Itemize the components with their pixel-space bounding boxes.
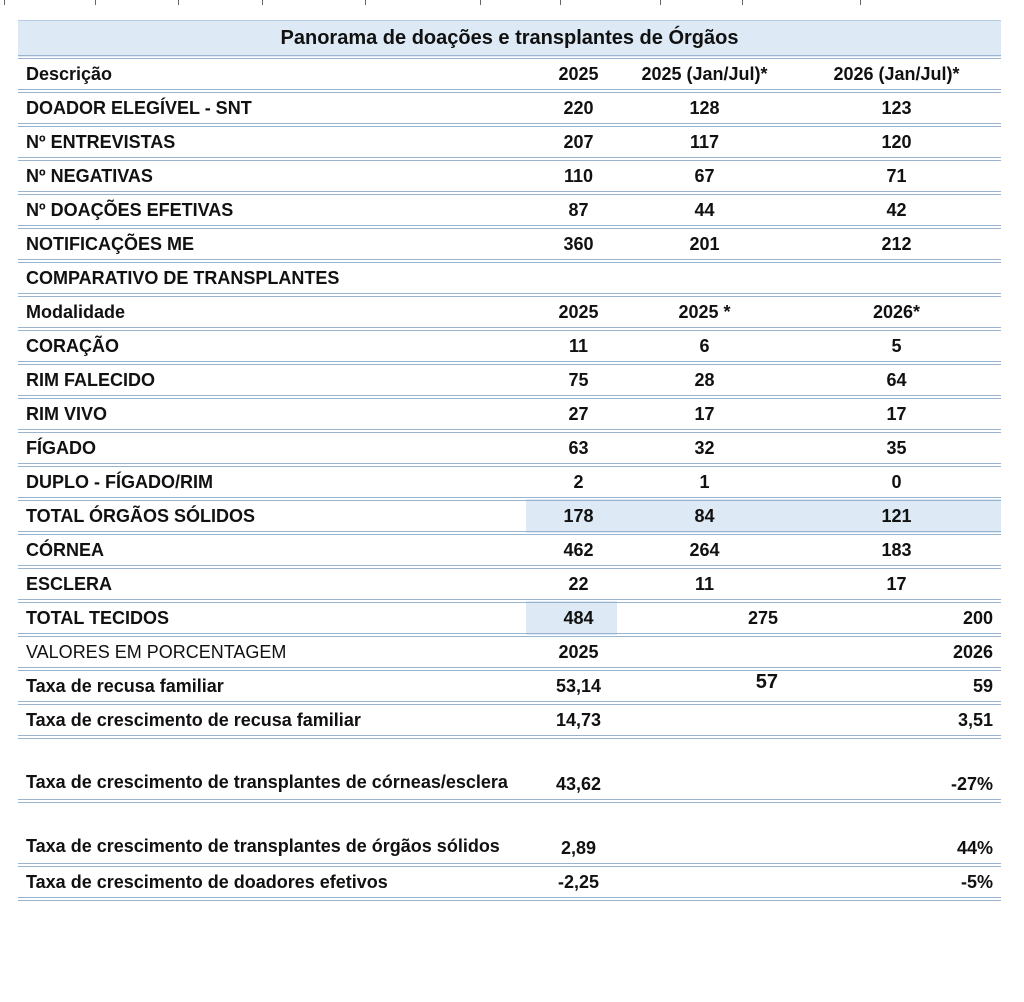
header-row-2 <box>18 295 1001 329</box>
cell: 183 <box>792 533 1001 567</box>
table-row <box>18 465 1001 499</box>
table-row <box>18 431 1001 465</box>
row-label: CORAÇÃO <box>18 329 526 363</box>
cell: 84 <box>617 499 792 533</box>
row-label: Taxa de crescimento de recusa familiar <box>18 703 526 737</box>
row-label: RIM FALECIDO <box>18 363 526 397</box>
header-cell: 2026 (Jan/Jul)* <box>792 57 1001 91</box>
row-label: Taxa de crescimento de transplantes de córneas/esclera <box>18 737 526 801</box>
row-label: Nº NEGATIVAS <box>18 159 526 193</box>
table-row <box>18 737 1001 801</box>
cell: 3,51 <box>792 703 1001 737</box>
pct-header-label: VALORES EM PORCENTAGEM <box>18 635 526 669</box>
cell: 275 <box>617 601 792 635</box>
cell: 6 <box>617 329 792 363</box>
cell: 43,62 <box>526 737 617 801</box>
cell: 2 <box>526 465 617 499</box>
cell <box>617 865 792 899</box>
cell: 11 <box>617 567 792 601</box>
row-label: Taxa de crescimento de doadores efetivos <box>18 865 526 899</box>
header-cell: 2025 <box>526 295 617 329</box>
top-border-ticks <box>0 0 1024 6</box>
header-cell <box>617 635 792 669</box>
section-title: COMPARATIVO DE TRANSPLANTES <box>18 261 1001 295</box>
cell: 17 <box>792 567 1001 601</box>
cell: 200 <box>792 601 1001 635</box>
table-row <box>18 91 1001 125</box>
cell: 28 <box>617 363 792 397</box>
cell: 22 <box>526 567 617 601</box>
cell: 178 <box>526 499 617 533</box>
table-row <box>18 703 1001 737</box>
cell: 128 <box>617 91 792 125</box>
cell: 484 <box>526 601 617 635</box>
cell: 264 <box>617 533 792 567</box>
table-title: Panorama de doações e transplantes de Órgãos <box>18 21 1001 58</box>
cell <box>617 669 792 703</box>
cell: 207 <box>526 125 617 159</box>
table-row <box>18 193 1001 227</box>
cell: 17 <box>617 397 792 431</box>
cell: 64 <box>792 363 1001 397</box>
table-row <box>18 567 1001 601</box>
row-label: Taxa de recusa familiar <box>18 669 526 703</box>
cell: 44 <box>617 193 792 227</box>
cell: 53,14 <box>526 669 617 703</box>
table-row <box>18 801 1001 865</box>
cell: 2,89 <box>526 801 617 865</box>
header-cell: 2025 <box>526 635 617 669</box>
cell: 27 <box>526 397 617 431</box>
row-label: Nº ENTREVISTAS <box>18 125 526 159</box>
row-label: Taxa de crescimento de transplantes de órgãos sólidos <box>18 801 526 865</box>
table-row <box>18 159 1001 193</box>
table-row <box>18 329 1001 363</box>
cell: 63 <box>526 431 617 465</box>
table-row <box>18 669 1001 703</box>
table-title-row <box>18 21 1001 58</box>
total-row <box>18 601 1001 635</box>
cell: 32 <box>617 431 792 465</box>
row-label: CÓRNEA <box>18 533 526 567</box>
table-row <box>18 227 1001 261</box>
table-row <box>18 533 1001 567</box>
row-label: TOTAL ÓRGÃOS SÓLIDOS <box>18 499 526 533</box>
cell <box>617 737 792 801</box>
row-label: TOTAL TECIDOS <box>18 601 526 635</box>
cell: 11 <box>526 329 617 363</box>
row-label: Nº DOAÇÕES EFETIVAS <box>18 193 526 227</box>
cell: 1 <box>617 465 792 499</box>
cell: 59 <box>792 669 1001 703</box>
cell: 121 <box>792 499 1001 533</box>
header-cell: 2026* <box>792 295 1001 329</box>
cell <box>617 801 792 865</box>
cell: 17 <box>792 397 1001 431</box>
cell: 5 <box>792 329 1001 363</box>
cell: 360 <box>526 227 617 261</box>
cell: 123 <box>792 91 1001 125</box>
cell: 462 <box>526 533 617 567</box>
cell: 212 <box>792 227 1001 261</box>
header-row <box>18 57 1001 91</box>
cell: -27% <box>792 737 1001 801</box>
cell: 0 <box>792 465 1001 499</box>
cell: 71 <box>792 159 1001 193</box>
table-row <box>18 363 1001 397</box>
total-row <box>18 499 1001 533</box>
cell <box>617 703 792 737</box>
cell: 87 <box>526 193 617 227</box>
table-row <box>18 125 1001 159</box>
cell: 67 <box>617 159 792 193</box>
table-row <box>18 865 1001 899</box>
cell: -5% <box>792 865 1001 899</box>
row-label: DUPLO - FÍGADO/RIM <box>18 465 526 499</box>
header-cell: Modalidade <box>18 295 526 329</box>
cell-value: 57 <box>755 670 778 693</box>
cell: 120 <box>792 125 1001 159</box>
row-label: DOADOR ELEGÍVEL - SNT <box>18 91 526 125</box>
organ-donation-table <box>18 20 1001 901</box>
cell: 220 <box>526 91 617 125</box>
row-label: RIM VIVO <box>18 397 526 431</box>
cell: 110 <box>526 159 617 193</box>
row-label: NOTIFICAÇÕES ME <box>18 227 526 261</box>
cell: 75 <box>526 363 617 397</box>
header-cell: 2026 <box>792 635 1001 669</box>
cell: 42 <box>792 193 1001 227</box>
cell: 201 <box>617 227 792 261</box>
cell: -2,25 <box>526 865 617 899</box>
cell: 14,73 <box>526 703 617 737</box>
section-title-row <box>18 261 1001 295</box>
pct-header-row <box>18 635 1001 669</box>
cell: 44% <box>792 801 1001 865</box>
header-cell: 2025 <box>526 57 617 91</box>
row-label: FÍGADO <box>18 431 526 465</box>
header-cell: Descrição <box>18 57 526 91</box>
cell: 35 <box>792 431 1001 465</box>
row-label: ESCLERA <box>18 567 526 601</box>
cell: 117 <box>617 125 792 159</box>
header-cell: 2025 (Jan/Jul)* <box>617 57 792 91</box>
table-row <box>18 397 1001 431</box>
header-cell: 2025 * <box>617 295 792 329</box>
